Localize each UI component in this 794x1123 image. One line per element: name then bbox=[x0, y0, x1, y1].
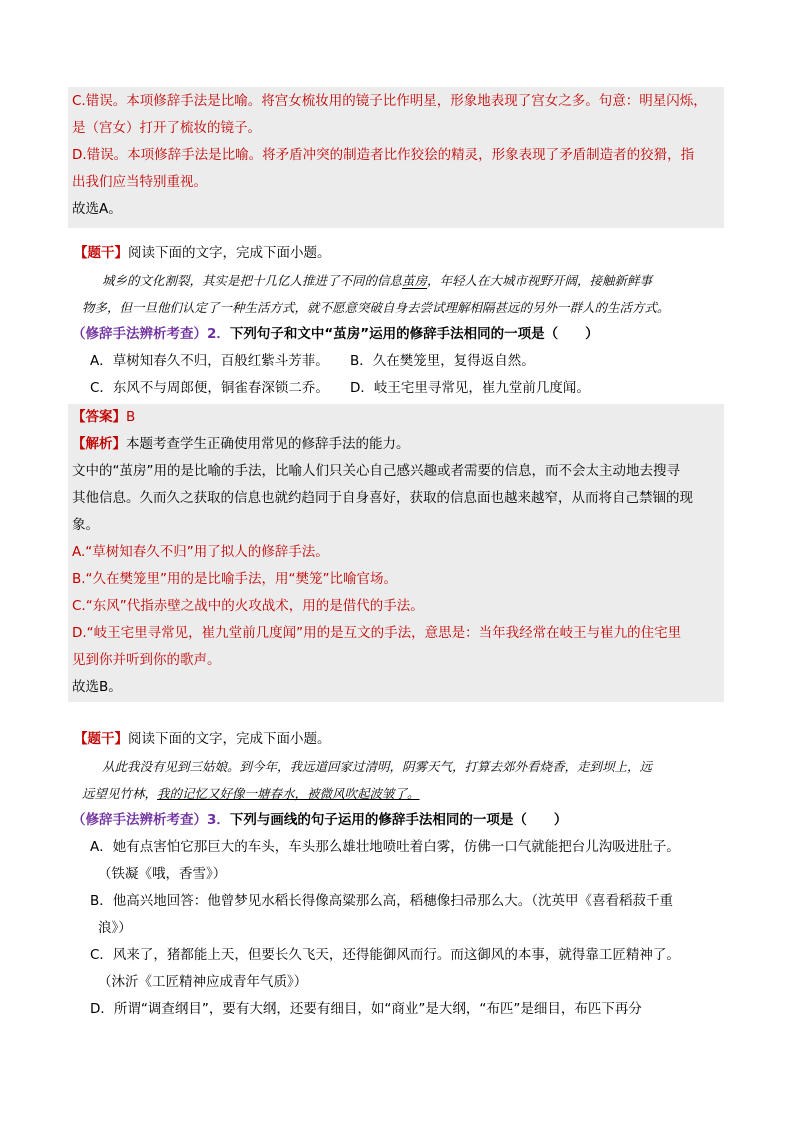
option-analysis: 见到你并听到你的歌声。 bbox=[72, 652, 221, 668]
option-source: （铁凝《哦，香雪》） bbox=[98, 866, 227, 882]
passage-text: 远望见竹林， bbox=[82, 786, 158, 801]
q2-passage bbox=[68, 267, 724, 321]
question-text: 下列句子和文中“茧房”运用的修辞手法相同的一项是（ ） bbox=[229, 326, 599, 342]
q2-stem bbox=[68, 240, 724, 267]
question-label: （修辞手法辨析考查）3． bbox=[72, 812, 230, 828]
analysis-line: 象。 bbox=[72, 517, 99, 533]
analysis-line: 是（宫女）打开了梳妆的镜子。 bbox=[72, 120, 261, 136]
q3-options bbox=[68, 834, 724, 1023]
option-analysis: B.“久在樊笼里”用的是比喻手法，用“樊笼”比喻官场。 bbox=[72, 571, 398, 587]
q3-passage bbox=[68, 753, 724, 807]
question-text: 下列与画线的句子运用的修辞手法相同的一项是（ ） bbox=[229, 812, 568, 828]
analysis-line: D.错误。本项修辞手法是比喻。将矛盾冲突的制造者比作狡狯的精灵，形象表现了矛盾制造者的狡猾，指 bbox=[72, 147, 695, 163]
passage-text: 从此我没有见到三姑娘。到今年，我远道回家过清明，阴雾天气，打算去郊外看烧香，走到坝上，远 bbox=[102, 759, 653, 774]
q2-options bbox=[68, 348, 724, 402]
analysis-text: 本题考查学生正确使用常见的修辞手法的能力。 bbox=[126, 436, 410, 452]
analysis-tag: 【解析】 bbox=[72, 436, 126, 452]
stem-tag: 【题干】 bbox=[74, 245, 128, 261]
option-a[interactable]: A．她有点害怕它那巨大的车头，车头那么雄壮地喷吐着白雾，仿佛一口气就能把台儿沟吸进肚子。 bbox=[90, 839, 680, 855]
passage-keyword: 茧房 bbox=[402, 273, 428, 288]
previous-analysis-block bbox=[68, 87, 724, 228]
analysis-line: 文中的“茧房”用的是比喻的手法，比喻人们只关心自己感兴趣或者需要的信息，而不会太主动地去搜寻 bbox=[72, 463, 680, 479]
question-label: （修辞手法辨析考查）2． bbox=[72, 326, 230, 342]
stem-text: 阅读下面的文字，完成下面小题。 bbox=[128, 245, 331, 261]
analysis-line: 出我们应当特别重视。 bbox=[72, 174, 207, 190]
q3-stem bbox=[68, 726, 724, 753]
answer-tag: 【答案】 bbox=[72, 409, 126, 425]
option-source: （沐沂《工匠精神应成青年气质》） bbox=[98, 974, 308, 990]
analysis-line: 其他信息。久而久之获取的信息也就约趋同于自身喜好，获取的信息面也越来越窄，从而将自己禁锢的现 bbox=[72, 490, 693, 506]
underlined-sentence: 我的记忆又好像一塘春水，被微风吹起波皱了。 bbox=[157, 786, 420, 801]
conclusion: 故选B。 bbox=[72, 679, 122, 695]
analysis-line: C.错误。本项修辞手法是比喻。将宫女梳妆用的镜子比作明星，形象地表现了宫女之多。句意：明星闪烁， bbox=[72, 93, 707, 109]
q2-answer-block bbox=[68, 404, 724, 702]
option-d[interactable]: D．所谓“调查纲目”，要有大纲，还要有细目，如“商业”是大纲，“布匹”是细目，布匹下再分 bbox=[90, 1001, 642, 1017]
passage-text: 物多，但一旦他们认定了一种生活方式，就不愿意突破自身去尝试理解相隔甚远的另外一群人的生活方式。 bbox=[82, 300, 670, 315]
passage-text: 城乡的文化割裂，其实是把十几亿人推进了不同的信息 bbox=[102, 273, 403, 288]
option-analysis: D.“岐王宅里寻常见，崔九堂前几度闻”用的是互文的手法，意思是：当年我经常在岐王与崔九的住宅里 bbox=[72, 625, 682, 641]
option-analysis: A.“草树知春久不归”用了拟人的修辞手法。 bbox=[72, 544, 329, 560]
option-a[interactable]: A．草树知春久不归，百般红紫斗芳菲。 bbox=[90, 353, 329, 369]
option-source: 浪》） bbox=[98, 920, 132, 936]
option-d[interactable]: D．岐王宅里寻常见，崔九堂前几度闻。 bbox=[350, 380, 590, 396]
passage-text: ，年轻人在大城市视野开阔，接触新鲜事 bbox=[427, 273, 653, 288]
stem-tag: 【题干】 bbox=[74, 731, 128, 747]
conclusion: 故选A。 bbox=[72, 201, 122, 217]
option-b[interactable]: B．久在樊笼里，复得返自然。 bbox=[350, 353, 535, 369]
option-analysis: C.“东风”代指赤壁之战中的火攻战术，用的是借代的手法。 bbox=[72, 598, 424, 614]
option-b[interactable]: B．他高兴地回答：他曾梦见水稻长得像高粱那么高，稻穗像扫帚那么大。（沈英甲《喜看稻菽千重 bbox=[90, 893, 674, 909]
q3-question bbox=[68, 807, 724, 834]
answer-value: B bbox=[126, 409, 136, 425]
q2-question bbox=[68, 321, 724, 348]
option-c[interactable]: C．东风不与周郎便，铜雀春深锁二乔。 bbox=[90, 380, 329, 396]
option-c[interactable]: C．风来了，猪都能上天，但要长久飞天，还得能御风而行。而这御风的本事，就得靠工匠精神了。 bbox=[90, 947, 680, 963]
stem-text: 阅读下面的文字，完成下面小题。 bbox=[128, 731, 331, 747]
